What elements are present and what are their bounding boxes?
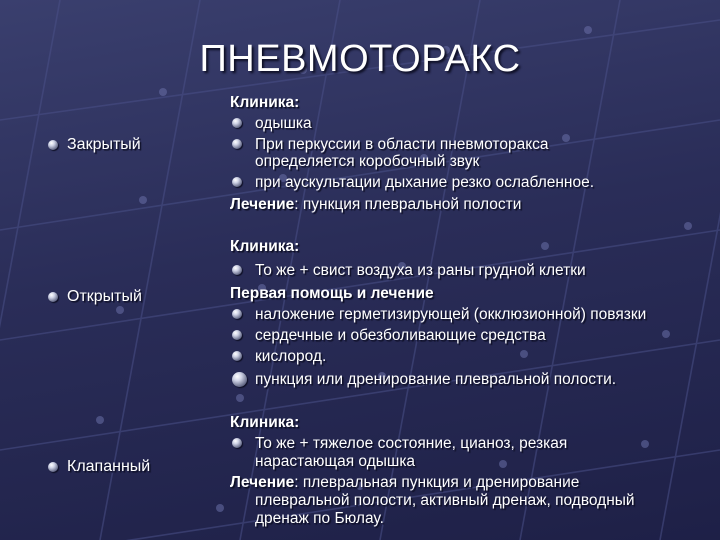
bullet-icon bbox=[232, 139, 242, 149]
treatment-label: Лечение bbox=[230, 474, 295, 491]
item-text: кислород. bbox=[255, 348, 327, 365]
treatment-text: дренаж по Бюлау. bbox=[255, 510, 384, 527]
item-text: при аускультации дыхание резко ослабленное. bbox=[255, 174, 595, 191]
item-text: наложение герметизирующей (окклюзионной) повязки bbox=[255, 306, 647, 323]
bullet-icon bbox=[48, 292, 58, 302]
bullet-icon bbox=[48, 140, 58, 150]
item-text: одышка bbox=[255, 115, 312, 132]
item-text: нарастающая одышка bbox=[255, 453, 416, 470]
bullet-icon bbox=[232, 372, 247, 387]
item-text: То же + тяжелое состояние, цианоз, резкая bbox=[255, 435, 568, 452]
item-text: При перкуссии в области пневмоторакса bbox=[255, 136, 549, 153]
type-label: Открытый bbox=[67, 288, 142, 305]
item-text: То же + свист воздуха из раны грудной клетки bbox=[255, 262, 586, 279]
treatment-text: : плевральная пункция и дренирование bbox=[294, 474, 580, 491]
bullet-icon bbox=[232, 118, 242, 128]
item-text: пункция или дренирование плевральной полости. bbox=[255, 371, 617, 388]
closed-clinic-heading: Клиника: bbox=[230, 94, 300, 111]
bullet-icon bbox=[232, 351, 242, 361]
type-label: Закрытый bbox=[67, 136, 141, 153]
slide-title: ПНЕВМОТОРАКС bbox=[199, 38, 521, 80]
bullet-icon bbox=[232, 309, 242, 319]
bullet-icon bbox=[232, 265, 242, 275]
type-label: Клапанный bbox=[67, 458, 151, 475]
treatment-text: : пункция плевральной полости bbox=[294, 196, 522, 213]
valve-treatment-line bbox=[230, 474, 579, 491]
bullet-icon bbox=[232, 438, 242, 448]
bullet-icon bbox=[232, 330, 242, 340]
item-text: определяется коробочный звук bbox=[255, 153, 480, 170]
bullet-icon bbox=[48, 462, 58, 472]
bullet-icon bbox=[232, 177, 242, 187]
valve-clinic-heading: Клиника: bbox=[230, 414, 300, 431]
open-aid-heading: Первая помощь и лечение bbox=[230, 285, 434, 302]
treatment-text: плевральной полости, активный дренаж, подводный bbox=[255, 492, 635, 509]
open-clinic-heading: Клиника: bbox=[230, 238, 300, 255]
closed-treatment-line bbox=[230, 196, 521, 213]
treatment-label: Лечение bbox=[230, 196, 295, 213]
item-text: сердечные и обезболивающие средства bbox=[255, 327, 546, 344]
